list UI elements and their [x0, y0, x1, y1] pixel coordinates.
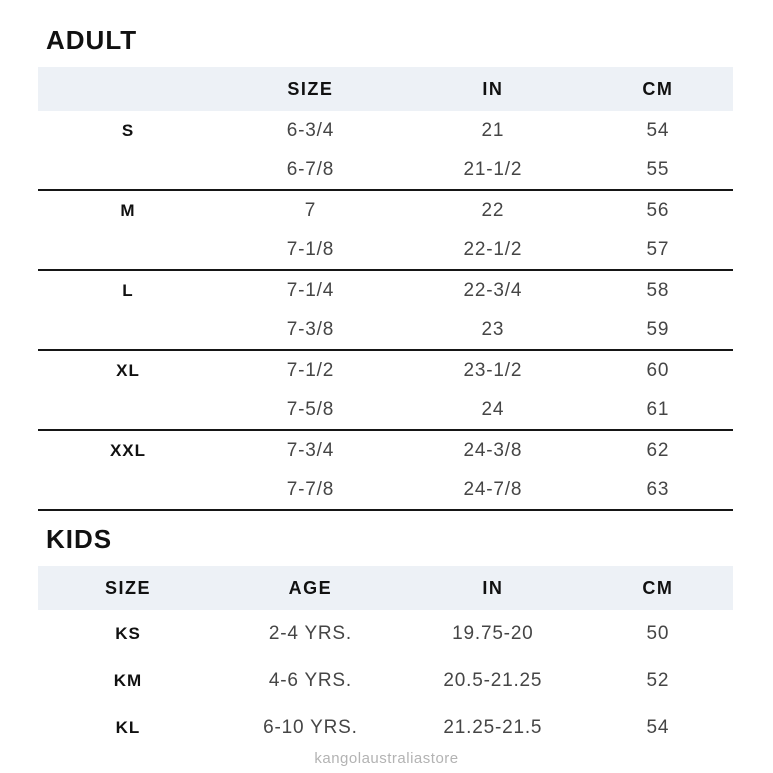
size-label: XL [116, 360, 140, 380]
adult-col-header-size: SIZE [287, 78, 334, 99]
kids-section-title: KIDS [46, 524, 113, 554]
table-row [38, 470, 733, 509]
adult-group-xxl [38, 431, 733, 511]
inches-cell: 24-3/8 [463, 439, 523, 461]
hat-size-cell: 7-5/8 [286, 398, 335, 420]
kids-size-table [38, 566, 733, 751]
hat-size-cell: 7 [304, 199, 317, 221]
kids-header-row [38, 566, 733, 610]
inches-cell: 22-1/2 [463, 238, 523, 260]
cm-cell: 56 [646, 199, 670, 221]
size-label: XXL [109, 440, 147, 460]
age-cell: 4-6 YRS. [268, 669, 352, 691]
inches-cell: 19.75-20 [452, 622, 534, 644]
adult-col-header-cm: CM [642, 78, 674, 99]
table-row [38, 657, 733, 704]
table-row [38, 390, 733, 429]
kids-col-header-in: IN [482, 577, 504, 598]
cm-cell: 58 [646, 279, 670, 301]
table-row [38, 150, 733, 189]
table-row [38, 351, 733, 390]
table-row [38, 431, 733, 470]
adult-size-table [38, 67, 733, 511]
cm-cell: 62 [646, 439, 670, 461]
inches-cell: 24-7/8 [463, 478, 523, 500]
size-label: S [121, 120, 135, 140]
inches-cell: 21-1/2 [463, 158, 523, 180]
table-row [38, 310, 733, 349]
cm-cell: 54 [646, 716, 670, 738]
size-label: KL [115, 717, 141, 737]
size-label: L [122, 280, 134, 300]
cm-cell: 57 [646, 238, 670, 260]
hat-size-cell: 7-1/4 [286, 279, 335, 301]
inches-cell: 23-1/2 [463, 359, 523, 381]
size-label: KS [115, 623, 141, 643]
adult-group-l [38, 271, 733, 351]
inches-cell: 23 [481, 318, 505, 340]
inches-cell: 22-3/4 [463, 279, 523, 301]
inches-cell: 20.5-21.25 [443, 669, 543, 691]
inches-cell: 22 [481, 199, 505, 221]
hat-size-cell: 7-3/8 [286, 318, 335, 340]
inches-cell: 21 [481, 119, 505, 141]
inches-cell: 21.25-21.5 [443, 716, 543, 738]
table-row [38, 704, 733, 751]
table-row [38, 610, 733, 657]
size-label: M [120, 200, 136, 220]
adult-col-header-in: IN [482, 78, 504, 99]
size-label: KM [113, 670, 143, 690]
table-row [38, 230, 733, 269]
adult-header-row [38, 67, 733, 111]
adult-group-s [38, 111, 733, 191]
kids-section [38, 525, 733, 751]
hat-size-cell: 7-3/4 [286, 439, 335, 461]
inches-cell: 24 [481, 398, 505, 420]
hat-size-cell: 7-1/8 [286, 238, 335, 260]
adult-section-title: ADULT [46, 25, 138, 55]
kids-col-header-size: SIZE [104, 577, 151, 598]
age-cell: 6-10 YRS. [263, 716, 358, 738]
age-cell: 2-4 YRS. [268, 622, 352, 644]
adult-group-m [38, 191, 733, 271]
cm-cell: 59 [646, 318, 670, 340]
hat-size-cell: 7-7/8 [286, 478, 335, 500]
hat-size-cell: 7-1/2 [286, 359, 335, 381]
cm-cell: 52 [646, 669, 670, 691]
cm-cell: 60 [646, 359, 670, 381]
adult-group-xl [38, 351, 733, 431]
cm-cell: 61 [646, 398, 670, 420]
table-row [38, 271, 733, 310]
hat-size-cell: 6-3/4 [286, 119, 335, 141]
cm-cell: 50 [646, 622, 670, 644]
kids-col-header-age: AGE [288, 577, 333, 598]
cm-cell: 54 [646, 119, 670, 141]
store-watermark: kangolaustraliastore [314, 750, 459, 767]
hat-size-cell: 6-7/8 [286, 158, 335, 180]
cm-cell: 63 [646, 478, 670, 500]
table-row [38, 191, 733, 230]
table-row [38, 111, 733, 150]
cm-cell: 55 [646, 158, 670, 180]
adult-section [38, 26, 733, 511]
kids-col-header-cm: CM [642, 577, 674, 598]
